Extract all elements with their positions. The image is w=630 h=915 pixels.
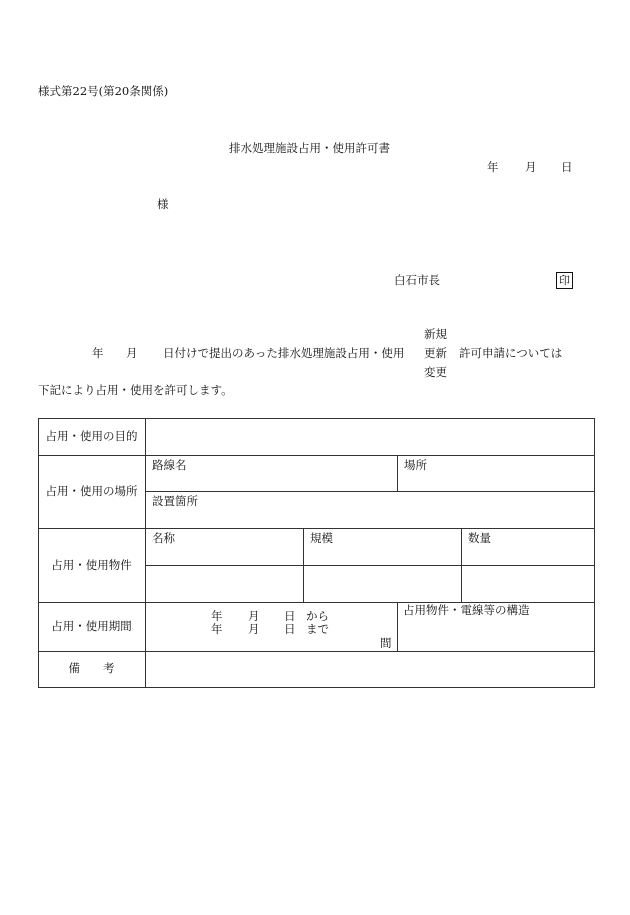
label-purpose: 占用・使用の目的 bbox=[45, 429, 138, 443]
period-from-month: 月 bbox=[248, 609, 260, 623]
period-from-year: 年 bbox=[211, 609, 223, 623]
body-text-before: 日付けで提出のあった排水処理施設占用・使用 bbox=[163, 346, 405, 360]
label-place: 場所 bbox=[404, 458, 427, 472]
label-remarks: 備 考 bbox=[68, 661, 115, 675]
page-title: 排水処理施設占用・使用許可書 bbox=[229, 141, 390, 155]
period-from-day: 日 bbox=[284, 609, 296, 623]
addressee-suffix: 様 bbox=[157, 197, 169, 211]
label-period: 占用・使用期間 bbox=[51, 619, 132, 633]
body-option-change: 変更 bbox=[424, 365, 447, 379]
label-location: 占用・使用の場所 bbox=[45, 484, 138, 498]
label-object-quantity: 数量 bbox=[468, 531, 491, 545]
body-year-label: 年 bbox=[92, 346, 104, 360]
body-text-after: 許可申請については bbox=[459, 346, 563, 360]
body-option-new: 新規 bbox=[424, 327, 447, 341]
label-objects: 占用・使用物件 bbox=[51, 558, 132, 572]
issuer-name: 白石市長 bbox=[394, 273, 440, 287]
period-to-month: 月 bbox=[248, 622, 260, 636]
permit-table bbox=[38, 418, 595, 688]
seal-mark: 印 bbox=[556, 272, 573, 289]
period-to-year: 年 bbox=[211, 622, 223, 636]
label-object-name: 名称 bbox=[152, 531, 175, 545]
form-number: 様式第22号(第20条関係) bbox=[38, 84, 169, 98]
label-install-location: 設置箇所 bbox=[152, 494, 198, 508]
body-text-line2: 下記により占用・使用を許可します。 bbox=[38, 383, 233, 397]
body-month-label: 月 bbox=[126, 346, 138, 360]
period-from-suffix: から bbox=[306, 609, 329, 623]
body-option-renew: 更新 bbox=[424, 346, 447, 360]
period-to-day: 日 bbox=[284, 622, 296, 636]
label-route-name: 路線名 bbox=[152, 458, 187, 472]
date-month-label: 月 bbox=[525, 160, 537, 174]
label-object-scale: 規模 bbox=[310, 531, 333, 545]
date-year-label: 年 bbox=[487, 160, 499, 174]
date-day-label: 日 bbox=[561, 160, 573, 174]
label-structure: 占用物件・電線等の構造 bbox=[403, 603, 530, 617]
period-to-suffix: まで bbox=[306, 622, 329, 636]
period-end-label: 間 bbox=[380, 636, 392, 650]
